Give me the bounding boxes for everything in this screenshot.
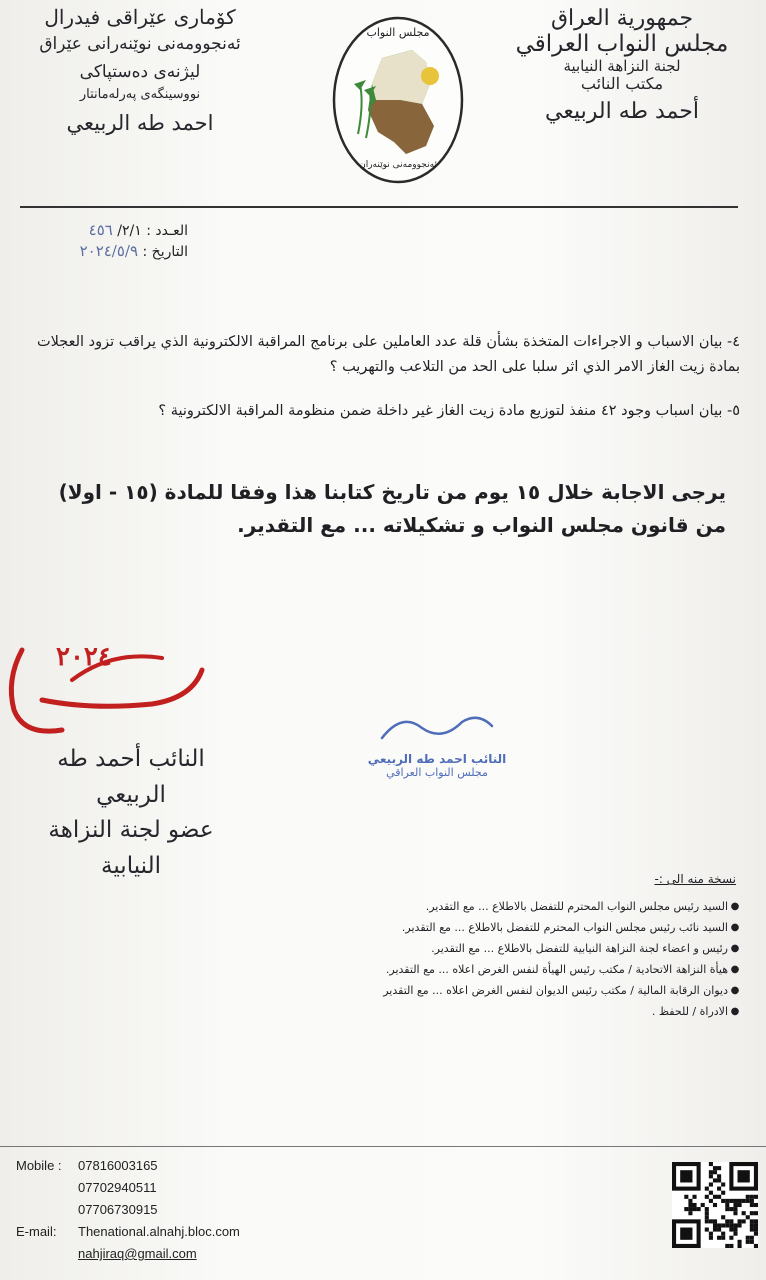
copies-list	[322, 900, 742, 1026]
list-item: ● هيأة النزاهة الاتحادية / مكتب رئيس الهيأة لنفس الغرض اعلاه ... مع التقدير.	[385, 963, 740, 976]
reference-date	[18, 241, 188, 262]
list-item: ● السيد نائب رئيس مجلس النواب المحترم للتفضل بالاطلاع ... مع التقدير.	[401, 921, 740, 934]
letterhead-left-line: نووسینگەی پەرلەمانتار	[79, 87, 201, 103]
question-item-5: ٥- بيان اسباب وجود ٤٢ منفذ لتوزيع مادة زيت الغاز غير داخلة ضمن منظومة المراقبة الالكترونية ؟	[158, 403, 740, 419]
date-label: التاريخ :	[142, 243, 188, 260]
qr-code	[672, 1162, 758, 1248]
mobile-label: Mobile :	[16, 1158, 62, 1173]
letterhead-right	[512, 6, 732, 125]
blue-stamp-name: النائب احمد طه الربيعي	[367, 752, 507, 766]
blue-signature-stamp	[352, 708, 522, 792]
letterhead-right-line: أحمد طه الربيعي	[545, 99, 699, 125]
reference-block	[18, 220, 188, 262]
email-label: E-mail:	[16, 1224, 57, 1239]
copy-recipient: هيأة النزاهة الاتحادية / مكتب رئيس الهيأة لنفس الغرض اعلاه ... مع التقدير.	[385, 963, 728, 976]
mp-signature-block	[26, 742, 236, 885]
logo-bottom-text: ئەنجوومەنی نوێنەران	[359, 160, 437, 170]
stamp-date: ٢٠٢٤	[56, 642, 112, 672]
list-item: ● رئيس و اعضاء لجنة النزاهة النيابية للتفضل بالاطلاع ... مع التقدير.	[431, 942, 740, 955]
blue-stamp-org: مجلس النواب العراقي	[386, 766, 488, 779]
copies-title: نسخة منه الى :-	[654, 872, 736, 886]
letterhead-left-line: كۆماری عێراقی فیدرال	[44, 5, 236, 29]
parliament-logo	[330, 14, 466, 186]
letterhead-right-line: مكتب النائب	[580, 73, 664, 93]
number-label: العـدد :	[146, 223, 188, 239]
list-item: ● الادراة / للحفظ .	[651, 1005, 740, 1018]
number-handwritten: ٤٥٦	[88, 221, 113, 239]
reference-number	[18, 220, 188, 241]
response-request: يرجى الاجابة خلال ١٥ يوم من تاريخ كتابنا هذا وفقا للمادة (١٥ - اولا) من قانون مجلس النواب و تشكيلاته ... مع التقدير.	[58, 480, 726, 537]
copy-recipient: ديوان الرقابة المالية / مكتب رئيس الديوان لنفس الغرض اعلاه ... مع التقدير	[383, 984, 728, 997]
phone-number: 07816003165	[78, 1158, 158, 1173]
logo-top-text: مجلس النواب	[366, 26, 430, 39]
red-date-stamp	[2, 640, 214, 740]
list-item: ● ديوان الرقابة المالية / مكتب رئيس الديوان لنفس الغرض اعلاه ... مع التقدير	[383, 984, 740, 997]
letterhead-right-line: لجنة النزاهة النيابية	[563, 56, 681, 75]
copy-recipient: رئيس و اعضاء لجنة النزاهة النيابية للتفضل بالاطلاع ... مع التقدير.	[431, 942, 728, 955]
letterhead-left-line: لیژنەی دەستپاکی	[79, 61, 201, 82]
letterhead-left	[20, 6, 260, 135]
email-address[interactable]: Thenational.alnahj.bloc.com	[78, 1224, 240, 1239]
copy-recipient: السيد نائب رئيس مجلس النواب المحترم للتفضل بالاطلاع ... مع التقدير.	[401, 921, 728, 934]
number-printed: ٢/١/	[117, 223, 142, 239]
date-handwritten: ٢٠٢٤/٥/٩	[79, 241, 139, 260]
list-item: ● السيد رئيس مجلس النواب المحترم للتفضل بالاطلاع ... مع التقدير.	[425, 900, 740, 913]
letterhead-left-line: احمد طه الربيعي	[66, 111, 214, 136]
phone-number: 07702940511	[78, 1180, 157, 1195]
header-divider	[20, 206, 738, 208]
copy-recipient: السيد رئيس مجلس النواب المحترم للتفضل بالاطلاع ... مع التقدير.	[425, 900, 728, 913]
phone-number: 07706730915	[78, 1202, 158, 1217]
letterhead-right-line: جمهورية العراق	[550, 6, 694, 31]
email-address[interactable]: nahjiraq@gmail.com	[78, 1246, 197, 1261]
mp-name: النائب أحمد طه الربيعي	[57, 746, 205, 808]
letterhead-left-line: ئەنجوومەنی نوێنەرانی عێراق	[39, 34, 241, 54]
footer-divider	[0, 1146, 766, 1147]
copy-recipient: الادراة / للحفظ .	[651, 1005, 728, 1018]
letterhead-right-line: مجلس النواب العراقي	[515, 31, 729, 58]
mp-title: عضو لجنة النزاهة النيابية	[48, 817, 214, 879]
contact-block	[16, 1158, 240, 1268]
question-item-4: ٤- بيان الاسباب و الاجراءات المتخذة بشأن قلة عدد العاملين على برنامج المراقبة الالكترونية الذي يراقب تزود العجلات بمادة زيت الغاز الامر الذي اثر سلبا على الحد من التلاعب والتهريب ؟	[36, 334, 740, 375]
